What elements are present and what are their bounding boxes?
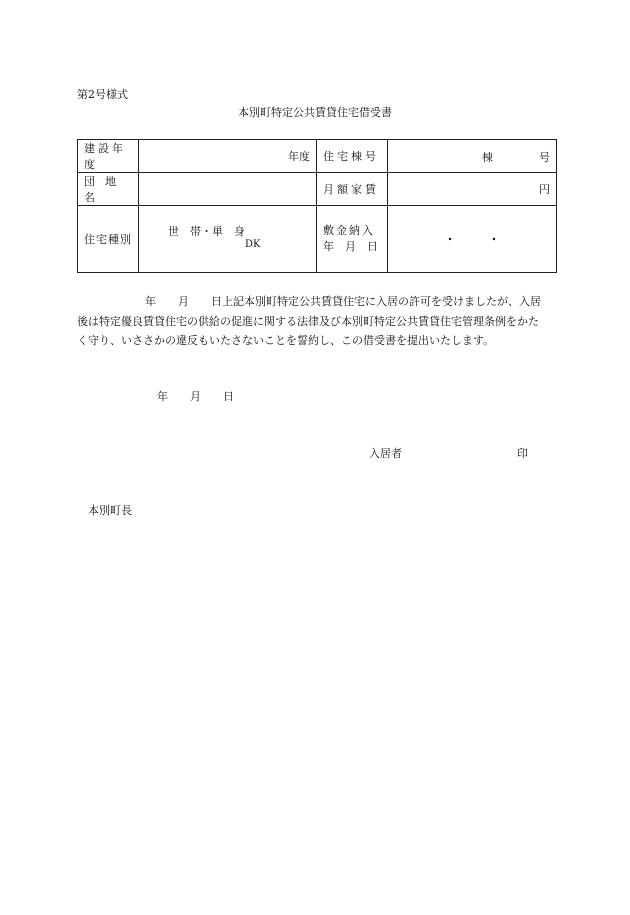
- deposit-date-cell: [388, 206, 557, 273]
- statement-line: 後は特定優良賃貸住宅の供給の促進に関する法律及び本別町特定公共賃貸住宅管理条例をかた: [77, 314, 539, 328]
- housing-type-cell: [139, 206, 317, 273]
- seal-label: 印: [517, 447, 528, 460]
- resident-label: 入居者: [369, 447, 402, 460]
- deposit-date-label: 敷金納入 年 月 日: [317, 206, 388, 273]
- form-number: 第2号様式: [77, 88, 128, 101]
- addressee: 本別町長: [88, 504, 132, 517]
- document-title: 本別町特定公共賃貸住宅借受書: [238, 106, 392, 119]
- submission-date: 年 月 日: [157, 390, 234, 403]
- number-unit: 号: [539, 151, 550, 164]
- construction-year-cell: 年度: [139, 140, 317, 173]
- table-row: [78, 173, 557, 206]
- table-row: [78, 206, 557, 273]
- lease-info-table: [77, 139, 557, 273]
- table-row: [78, 140, 557, 173]
- building-unit: 棟: [482, 151, 493, 164]
- statement-line: 年 月 日上記本別町特定公共賃貸住宅に入居の許可を受けましたが、入居: [145, 295, 541, 308]
- statement-text: [77, 292, 556, 351]
- complex-name-label: 団地名: [78, 173, 139, 206]
- complex-name-cell: [139, 173, 317, 206]
- housing-type-label: 住宅種別: [78, 206, 139, 273]
- dk-unit: DK: [245, 239, 261, 250]
- deposit-date-dots: ・ ・: [444, 233, 500, 246]
- statement-line: く守り、いささかの違反もいたさないことを誓約し、この借受書を提出いたします。: [77, 334, 495, 347]
- building-number-cell: [388, 140, 557, 173]
- monthly-rent-label: 月額家賃: [317, 173, 388, 206]
- monthly-rent-cell: 円: [388, 173, 557, 206]
- household-options: 世 帯・単 身: [168, 225, 245, 238]
- building-number-label: 住宅棟号: [317, 140, 388, 173]
- construction-year-label: 建設年度: [78, 140, 139, 173]
